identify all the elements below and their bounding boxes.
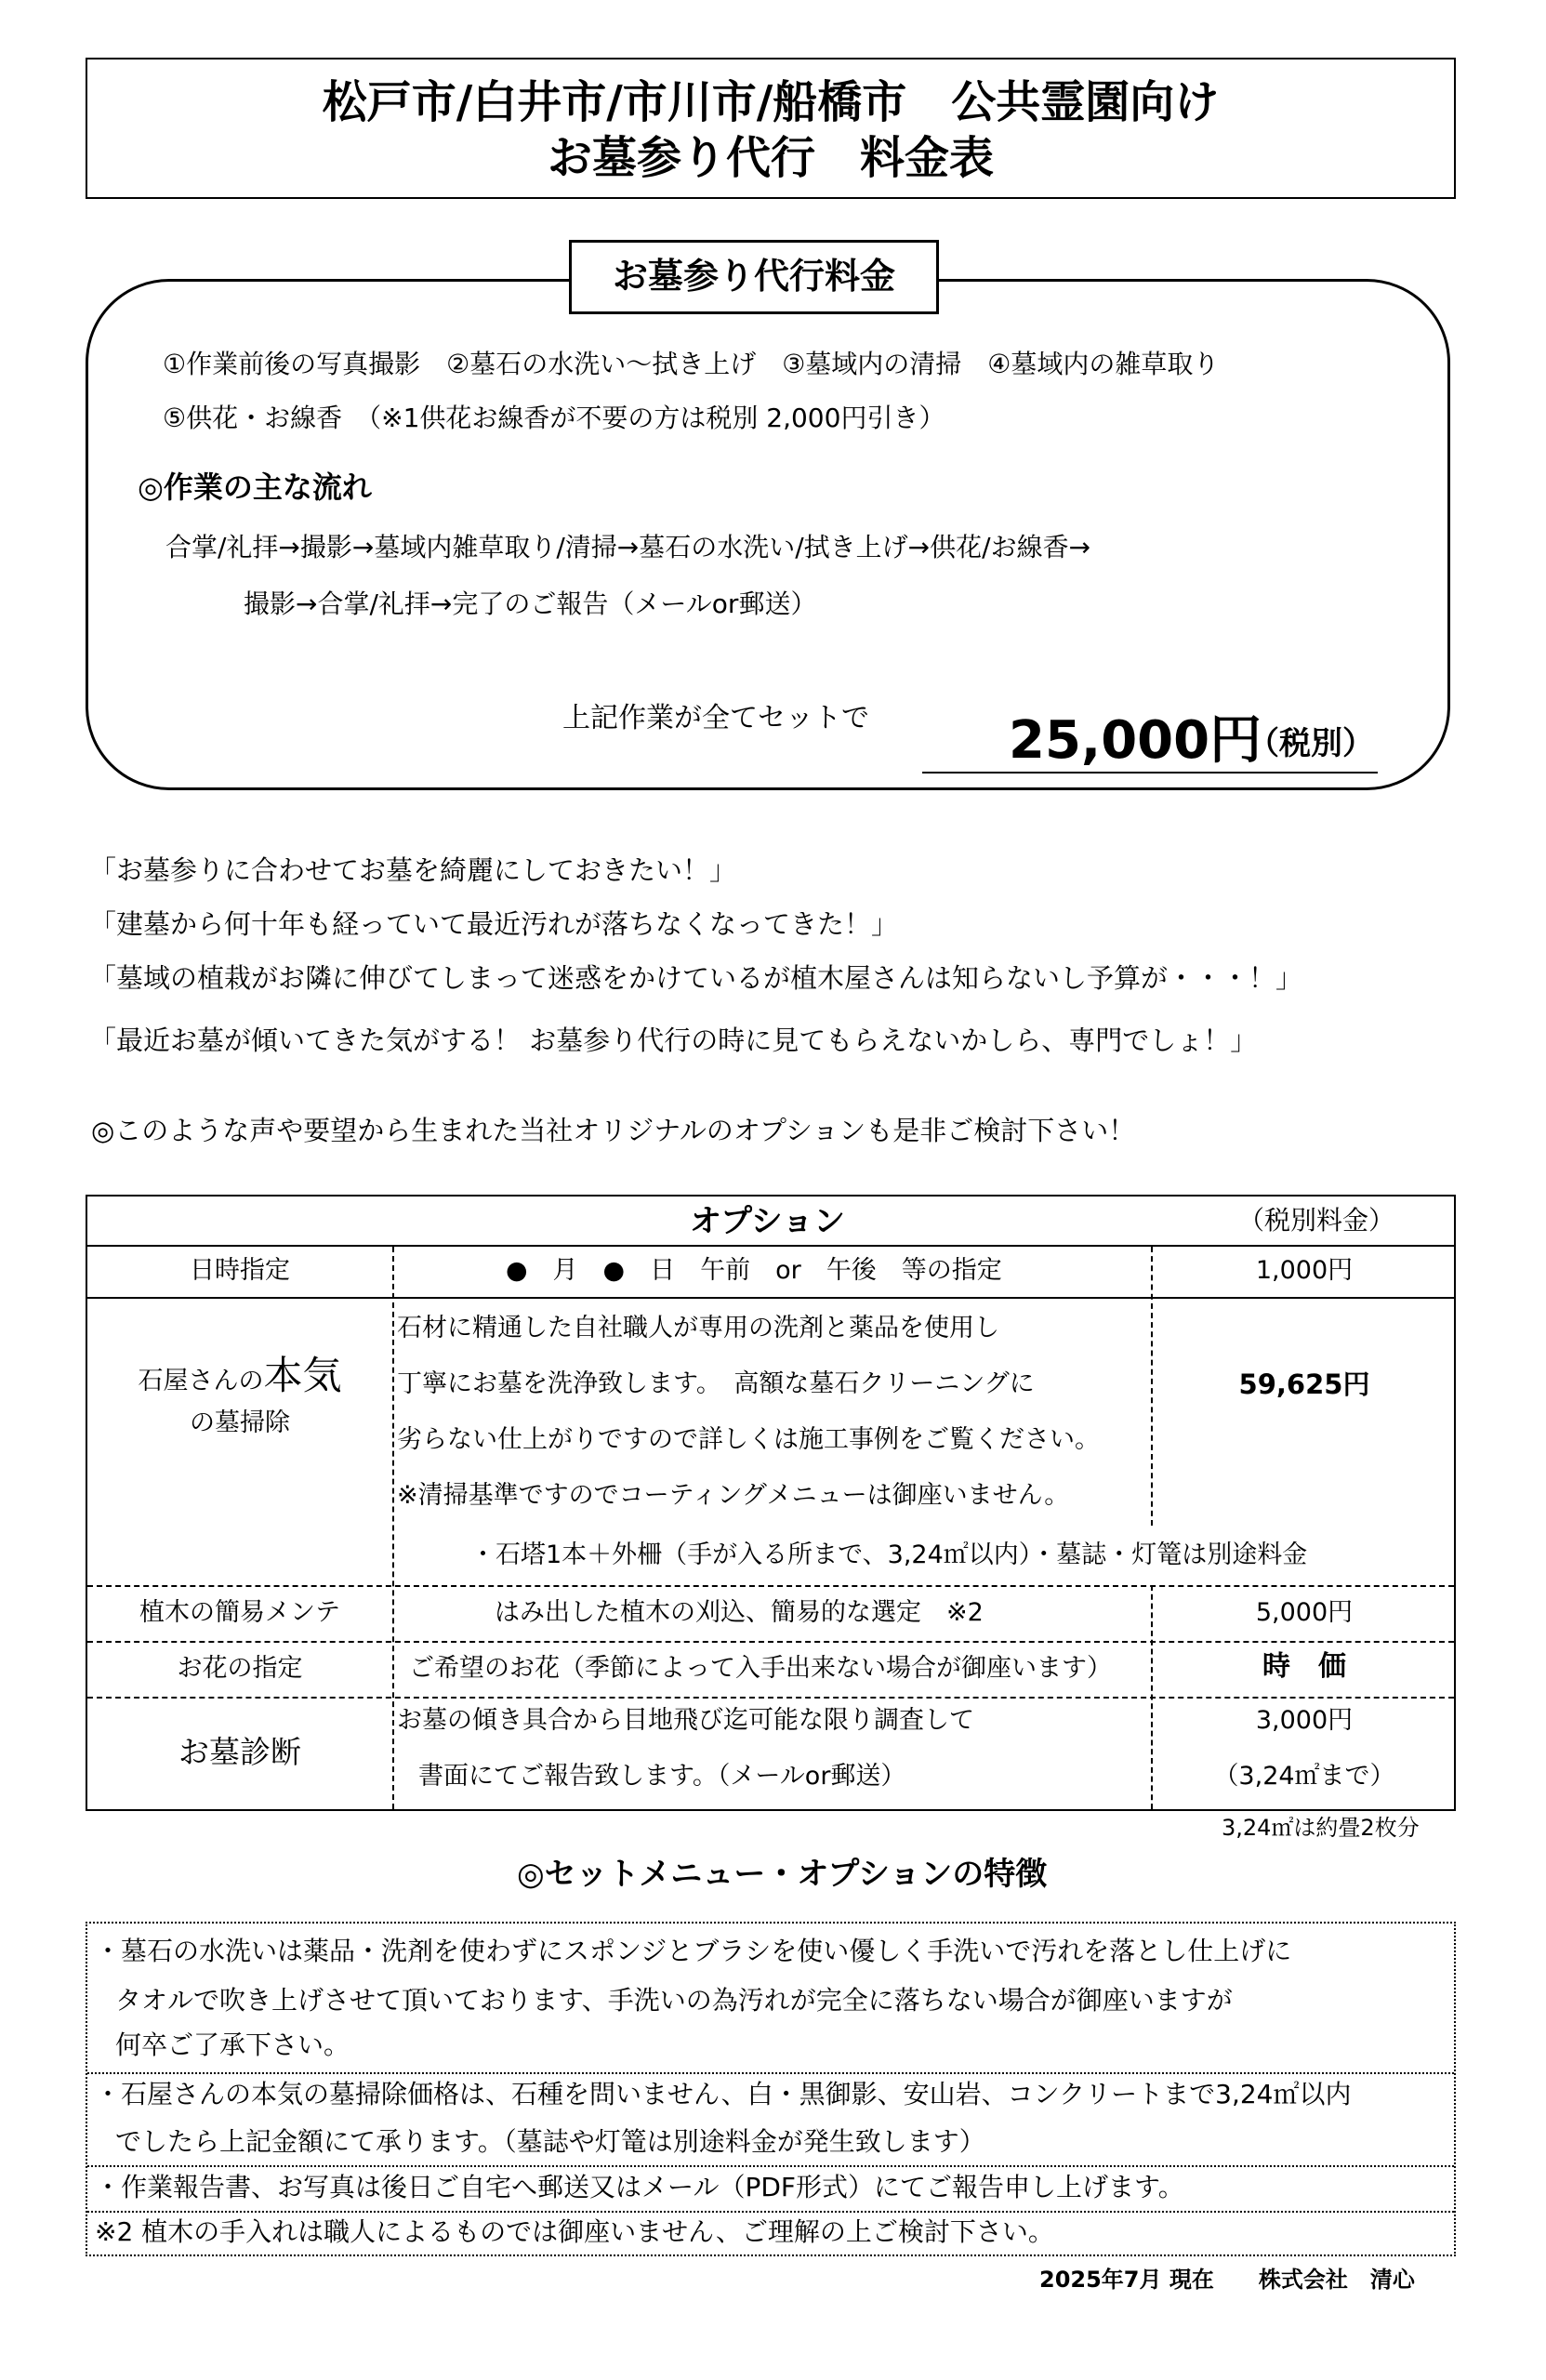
row-divider bbox=[87, 1245, 1454, 1247]
feature-line: ・墓石の水洗いは薬品・洗剤を使わずにスポンジとブラシを使い優しく手洗いで汚れを落とし仕上げに bbox=[95, 1936, 1292, 1966]
option-name-flower: お花の指定 bbox=[177, 1654, 303, 1683]
footer-text: 2025年7月 現在 株式会社 清心 bbox=[1039, 2267, 1415, 2293]
row-divider bbox=[87, 1297, 1454, 1299]
option-name-cleaning-prefix: 石屋さんの bbox=[138, 1367, 264, 1395]
option-name-diagnosis: お墓診断 bbox=[178, 1734, 301, 1770]
feature-line: でしたら上記金額にて承ります。（墓誌や灯篭は別途料金が発生致します） bbox=[115, 2126, 985, 2157]
quote-3: 「墓域の植栽がお隣に伸びてしまって迷惑をかけているが植木屋さんは知らないし予算が・・・！」 bbox=[89, 962, 1303, 994]
quote-4: 「最近お墓が傾いてきた気がする！ お墓参り代行の時に見てもらえないかしら、専門でしょ！」 bbox=[89, 1025, 1258, 1056]
price-value: 25,000円 bbox=[1009, 710, 1262, 771]
flow-title: ◎作業の主な流れ bbox=[138, 469, 372, 505]
option-name-tree: 植木の簡易メンテ bbox=[139, 1598, 340, 1627]
fee-label: お墓参り代行料金 bbox=[569, 240, 939, 314]
option-name-datetime: 日時指定 bbox=[190, 1256, 290, 1285]
option-desc-diagnosis-2: 書面にてご報告致します。（メールor郵送） bbox=[418, 1762, 906, 1791]
option-desc-cleaning-3: 劣らない仕上がりですので詳しくは施工事例をご覧ください。 bbox=[397, 1425, 1100, 1454]
option-desc-datetime: ● 月 ● 日 午前 or 午後 等の指定 bbox=[506, 1256, 1002, 1285]
feature-divider bbox=[87, 2165, 1454, 2167]
option-price-diagnosis-note: （3,24㎡まで） bbox=[1213, 1762, 1395, 1791]
price-tax: （税別） bbox=[1248, 725, 1374, 762]
option-price-tree: 5,000円 bbox=[1255, 1598, 1354, 1627]
quote-1: 「お墓参りに合わせてお墓を綺麗にしておきたい！」 bbox=[89, 854, 737, 886]
row-divider bbox=[87, 1585, 1454, 1587]
price-label: 上記作業が全てセットで bbox=[562, 702, 869, 734]
features-box bbox=[86, 1922, 1456, 2256]
feature-line: タオルで吹き上げさせて頂いております、手洗いの為汚れが完全に落ちない場合が御座いますが bbox=[115, 1985, 1233, 2016]
row-divider bbox=[87, 1641, 1454, 1643]
page-title: 松戸市/白井市/市川市/船橋市 公共霊園向け bbox=[322, 76, 1220, 128]
features-title: ◎セットメニュー・オプションの特徴 bbox=[517, 1856, 1048, 1893]
options-footnote: 3,24㎡は約畳2枚分 bbox=[1222, 1815, 1420, 1841]
option-price-flower: 時 価 bbox=[1262, 1650, 1346, 1683]
option-desc-cleaning-2: 丁寧にお墓を洗浄致します。 高額な墓石クリーニングに bbox=[397, 1369, 1035, 1398]
option-name-cleaning-big: 本気 bbox=[263, 1353, 342, 1398]
price-underline bbox=[922, 772, 1378, 774]
page-subtitle: お墓参り代行 料金表 bbox=[547, 132, 994, 184]
option-price-diagnosis: 3,000円 bbox=[1255, 1706, 1354, 1735]
feature-divider bbox=[87, 2072, 1454, 2074]
option-desc-cleaning-5: ・石塔1本＋外柵（手が入る所まで、3,24㎡以内）・墓誌・灯篭は別途料金 bbox=[470, 1540, 1308, 1569]
option-desc-cleaning-1: 石材に精通した自社職人が専用の洗剤と薬品を使用し bbox=[397, 1314, 999, 1342]
feature-line: ・作業報告書、お写真は後日ご自宅へ郵送又はメール（PDF形式）にてご報告申し上げます。 bbox=[95, 2172, 1184, 2202]
intro-text: ◎このような声や要望から生まれた当社オリジナルのオプションも是非ご検討下さい！ bbox=[91, 1115, 1136, 1146]
option-desc-diagnosis-1: お墓の傾き具合から目地飛び迄可能な限り調査して bbox=[397, 1706, 974, 1735]
feature-line: 何卒ご了承下さい。 bbox=[115, 2030, 350, 2060]
options-price-header: （税別料金） bbox=[1238, 1205, 1395, 1236]
option-desc-flower: ご希望のお花（季節によって入手出来ない場合が御座います） bbox=[409, 1654, 1112, 1683]
flow-line1: 合掌/礼拝→撮影→墓域内雑草取り/清掃→墓石の水洗い/拭き上げ→供花/お線香→ bbox=[165, 532, 1091, 562]
option-price-datetime: 1,000円 bbox=[1255, 1256, 1354, 1285]
column-divider bbox=[392, 1247, 394, 1809]
row-divider bbox=[87, 1697, 1454, 1699]
flow-line2: 撮影→合掌/礼拝→完了のご報告（メールor郵送） bbox=[244, 588, 817, 619]
option-desc-tree: はみ出した植木の刈込、簡易的な選定 ※2 bbox=[495, 1598, 984, 1627]
feature-divider bbox=[87, 2211, 1454, 2213]
option-desc-cleaning-4: ※清掃基準ですのでコーティングメニューは御座いません。 bbox=[397, 1481, 1070, 1510]
quote-2: 「建墓から何十年も経っていて最近汚れが落ちなくなってきた！」 bbox=[89, 908, 899, 940]
option-name-cleaning bbox=[87, 1353, 392, 1405]
title-box bbox=[86, 58, 1456, 199]
fee-items-line1: ①作業前後の写真撮影 ②墓石の水洗い～拭き上げ ③墓域内の清掃 ④墓域内の雑草取り bbox=[163, 349, 1220, 379]
fee-items-line2: ⑤供花・お線香 （※1供花お線香が不要の方は税別 2,000円引き） bbox=[163, 403, 945, 433]
feature-line: ・石屋さんの本気の墓掃除価格は、石種を問いません、白・黒御影、安山岩、コンクリートまで3,24㎡以内 bbox=[95, 2079, 1352, 2109]
options-header: オプション bbox=[690, 1203, 845, 1240]
options-table bbox=[86, 1195, 1456, 1811]
option-price-cleaning: 59,625円 bbox=[1238, 1368, 1370, 1400]
option-name-cleaning-line2: の墓掃除 bbox=[190, 1408, 290, 1437]
feature-line: ※2 植木の手入れは職人によるものでは御座いません、ご理解の上ご検討下さい。 bbox=[95, 2216, 1054, 2247]
